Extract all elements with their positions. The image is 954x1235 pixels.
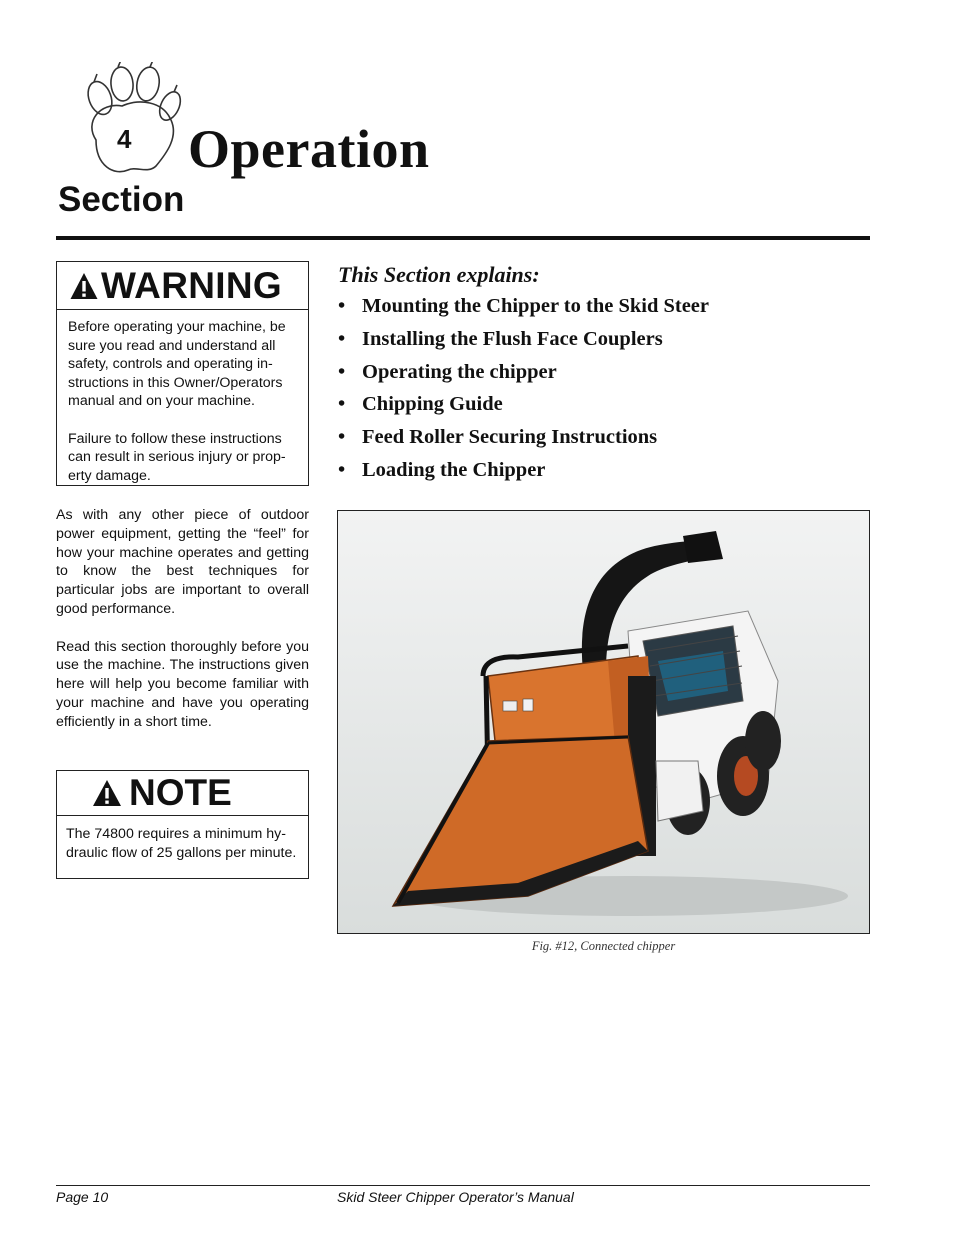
- warning-box: [56, 261, 309, 486]
- list-item-text: Operating the chipper: [362, 360, 557, 383]
- bullet: •: [338, 458, 346, 481]
- list-item-text: Mounting the Chipper to the Skid Steer: [362, 295, 710, 317]
- page-title: Operation: [188, 119, 430, 179]
- warning-paragraph: Before operating your machine, be sure you read and understand all safety, controls and operating in-structions in this Owner/Operators manual and on your machine.: [68, 319, 286, 410]
- section-label: Section: [58, 180, 185, 219]
- bullet: •: [338, 360, 346, 383]
- note-body: The 74800 requires a minimum hy-draulic flow of 25 gallons per minute.: [66, 826, 297, 861]
- list-item-text: Feed Roller Securing Instructions: [362, 426, 658, 449]
- warning-triangle-icon: [69, 271, 99, 301]
- figure-caption: Fig. #12, Connected chipper: [531, 939, 676, 953]
- manual-title: Skid Steer Chipper Operator’s Manual: [337, 1189, 574, 1205]
- bullet: •: [338, 295, 346, 317]
- footer-rule: [56, 1185, 870, 1186]
- list-item: [338, 426, 709, 459]
- list-item-text: Loading the Chipper: [362, 458, 546, 481]
- warning-label: WARNING: [101, 264, 282, 306]
- chipper-illustration: [338, 511, 868, 932]
- section-number: 4: [117, 124, 132, 154]
- bullet: •: [338, 327, 346, 350]
- chipper-photo: [337, 510, 870, 934]
- intro-paragraph: Read this section thoroughly before you use the machine. The instructions given here will help you become familiar with your machine and have you operating efficiently in a short time.: [56, 638, 309, 730]
- list-item-text: Installing the Flush Face Couplers: [362, 327, 663, 350]
- list-item: [338, 361, 709, 394]
- explains-title: This Section explains:: [338, 262, 540, 287]
- note-box: [56, 770, 309, 879]
- note-label: NOTE: [129, 772, 232, 813]
- warning-body: [57, 310, 308, 485]
- list-item-text: Chipping Guide: [362, 393, 503, 416]
- page-number: Page 10: [56, 1189, 109, 1205]
- header-rule: [56, 236, 870, 240]
- note-header: [57, 771, 308, 816]
- warning-header: [57, 262, 308, 310]
- explains-list: [338, 295, 709, 492]
- list-item: [338, 459, 709, 492]
- intro-text: [56, 506, 309, 732]
- intro-paragraph: As with any other piece of outdoor power equipment, getting the “feel” for how your machine operates and getting to know the best techniques for particular jobs are important to overall good performance.: [56, 507, 309, 617]
- list-item: [338, 295, 709, 328]
- warning-triangle-icon: [91, 778, 123, 808]
- bullet: •: [338, 393, 346, 416]
- list-item: [338, 328, 709, 361]
- paw-print-icon: [78, 62, 186, 176]
- warning-paragraph: Failure to follow these instructions can result in serious injury or prop-erty damage.: [68, 430, 286, 484]
- bullet: •: [338, 426, 346, 449]
- list-item: [338, 393, 709, 426]
